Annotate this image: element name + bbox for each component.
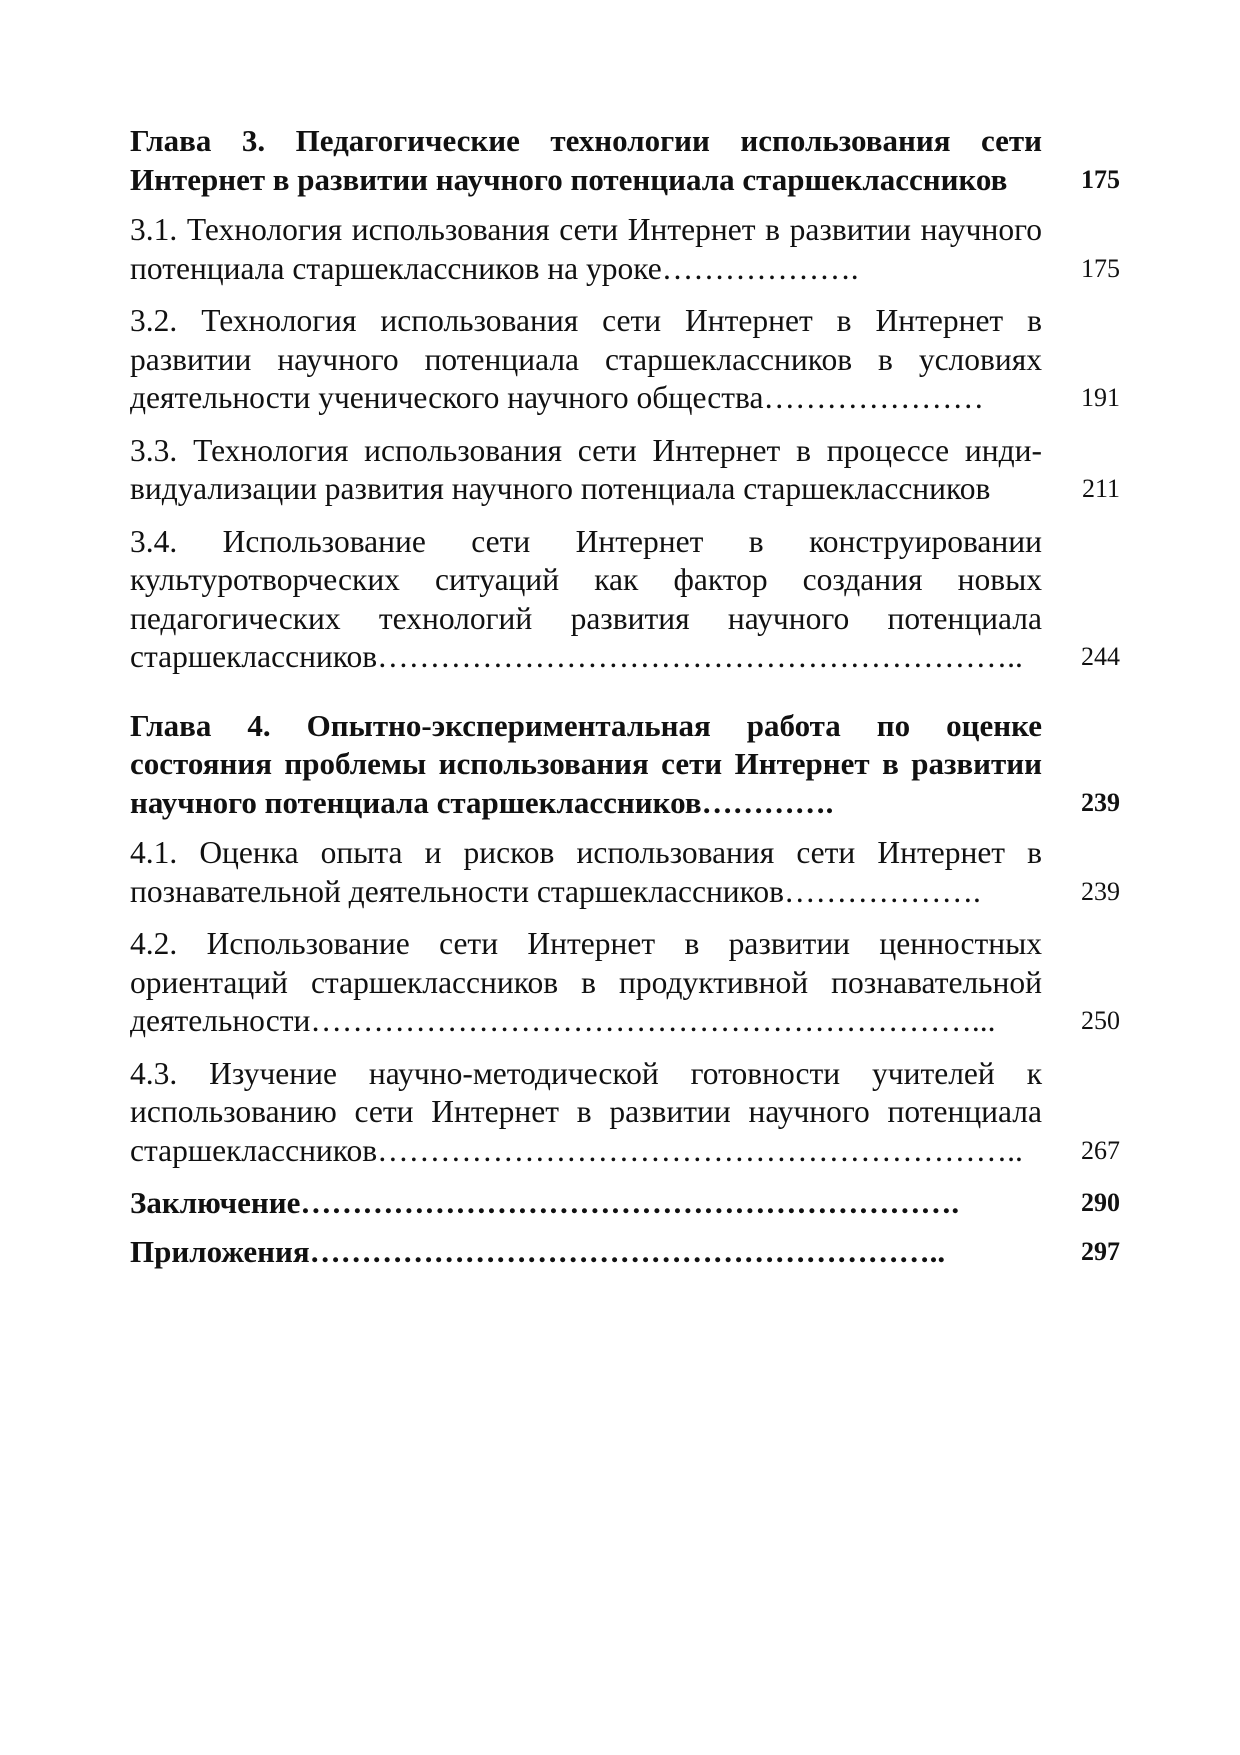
- toc-entry-page: 191: [1081, 383, 1120, 412]
- toc-entry-title: 4.1. Оценка опыта и рисков использования сети Интернет в познавательной деятельности старшеклассников……………….: [130, 835, 1042, 909]
- toc-entry-title: Глава 4. Опытно-экспериментальная работа по оценке состояния проблемы использования сети Интернет в развитии научного потенциала старшеклассников………….: [130, 707, 1042, 820]
- toc-entry-title: 4.3. Изучение научно-методической готовности учителей к использованию сети Интернет в развитии научного потенциала старшеклассников……………………………………………………..: [130, 1055, 1042, 1168]
- toc-entry-page: 175: [1081, 164, 1120, 194]
- toc-entry-title: 3.4. Использование сети Интернет в конструировании культуротворческих ситуаций как фактор создания новых педагогических технологий развития научного потенциала старшеклассников……………………………………………………..: [130, 523, 1042, 674]
- toc-entry-3-1: [130, 211, 1120, 288]
- table-of-contents: [130, 122, 1120, 1281]
- toc-entry-title: 3.2. Технология использования сети Интернет в Интернет в развитии научного потенциала старшеклассников в условиях деятельности ученического научного общества…………………: [130, 303, 1042, 415]
- toc-entry-title: Приложения……………………………………………………..: [130, 1233, 946, 1269]
- toc-entry-page: 239: [1081, 787, 1120, 817]
- toc-entry-title: Заключение……………………………………………………….: [130, 1185, 960, 1220]
- toc-entry-page: 239: [1081, 876, 1120, 906]
- toc-entry-page: 267: [1081, 1135, 1120, 1165]
- toc-entry-3-4: [130, 523, 1120, 677]
- toc-entry-appendices: [130, 1233, 1120, 1272]
- toc-entry-3-3: [130, 432, 1120, 509]
- toc-entry-page: 244: [1081, 642, 1120, 671]
- toc-entry-page: 250: [1081, 1006, 1120, 1035]
- toc-entry-page: 297: [1081, 1236, 1120, 1266]
- toc-entry-title: 3.3. Технология использования сети Интернет в процессе инди-видуализации развития научного потенциала старшеклассников: [130, 432, 1042, 506]
- toc-entry-4-1: [130, 834, 1120, 911]
- toc-entry-conclusion: [130, 1184, 1120, 1223]
- toc-entry-4-3: [130, 1055, 1120, 1171]
- toc-entry-title: 3.1. Технология использования сети Интернет в развитии научного потенциала старшеклассников на уроке……………….: [130, 212, 1042, 286]
- toc-entry-chapter-4: [130, 707, 1120, 823]
- toc-entry-page: 175: [1081, 253, 1120, 283]
- toc-entry-page: 290: [1081, 1188, 1120, 1217]
- toc-entry-page: 211: [1081, 474, 1120, 503]
- toc-entry-title: 4.2. Использование сети Интернет в развитии ценностных ориентаций старшеклассников в продуктивной познавательной деятельности………………………………………………………...: [130, 926, 1042, 1038]
- toc-entry-title: Глава 3. Педагогические технологии использования сети Интернет в развитии научного потенциала старшеклассников: [130, 123, 1042, 197]
- toc-entry-3-2: [130, 302, 1120, 418]
- toc-entry-chapter-3: [130, 122, 1120, 199]
- toc-entry-4-2: [130, 925, 1120, 1041]
